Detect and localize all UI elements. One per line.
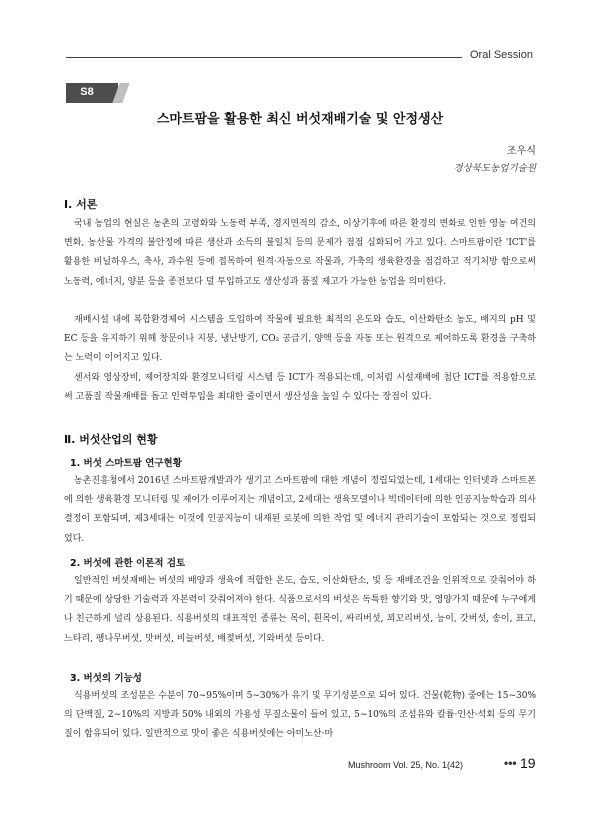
footer-journal: Mushroom Vol. 25, No. 1(42): [348, 760, 464, 770]
paper-title: 스마트팜을 활용한 최신 버섯재배기술 및 안정생산: [156, 112, 444, 127]
subsection-paragraph-3: 식용버섯의 조성분은 수분이 70∼95%이며 5∼30%가 유기 및 무기성분으로 되어 있다. 건물(乾物) 중에는 15∼30%의 단백질, 2∼10%의 지방과 50% 내외의 가용성 무질소물이 들어 있고, 5∼10%의 조섬유와 칼륨·인산·석회 등의 무기질이 함유되어 있다. 일반적으로 맛이 좋은 식용버섯에는 아미노산·마: [64, 691, 536, 740]
intro-paragraph-1: 국내 농업의 현실은 농촌의 고령화와 노동력 부족, 경지면적의 감소, 이상기후에 따른 환경의 변화로 인한 영농 여건의 변화, 농산물 가격의 불안정에 따른 생산과 소득의 불일치 등의 문제가 점점 심화되어 가고 있다. 스마트팜이란 'ICT'를 활용한 비닐하우스, 축사, 과수원 등에 접목하여 원격·자동으로 작물과, 가축의 생육환경을 점검하고 적기처방 함으로써 노동력, 에너지, 양분 등을 종전보다 덜 투입하고도 생산성과 품질 제고가 가능한 농업을 의미한다.: [64, 219, 536, 287]
subsection-heading-3: 3. 버섯의 기능성: [70, 673, 142, 684]
subsection-paragraph-2: 일반적인 버섯재배는 버섯의 배양과 생육에 적합한 온도, 습도, 이산화탄소, 빛 등 재배조건을 인위적으로 갖춰어야 하기 때문에 상당한 기술력과 자본력이 갖춰어져야 한다. 식품으로서의 버섯은 독특한 향기와 맛, 영양가치 때문에 누구에게나 친근하게 널리 상용된다. 식용버섯의 대표적인 종류는 목이, 흰목이, 싸리버섯, 꾀꼬리버섯, 능이, 갓버섯, 송이, 표고, 느타리, 팽나무버섯, 맛버섯, 비늘버섯, 배젖버섯, 기와버섯 등이다.: [64, 576, 536, 644]
footer-dots: •••: [504, 756, 517, 770]
session-label: Oral Session: [470, 49, 533, 61]
author-affiliation: 경상북도농업기술원: [453, 163, 536, 174]
subsection-paragraph-1: 농촌진흥청에서 2016년 스마트팜개발과가 생기고 스마트팜에 대한 개념이 정립되었는데, 1세대는 인터넷과 스마트폰에 의한 생육환경 모니터링 및 제어가 이루어지는 개념이고, 2세대는 생육모델이나 빅데이터에 의한 인공지능학습과 의사결정이 포함되며, 제3세대는 이것에 인공지능이 내재된 로봇에 의한 작업 및 에너지 관리기술이 포함되는 것으로 정립되었다.: [64, 476, 536, 544]
session-badge: [66, 83, 118, 103]
section-heading-intro: Ⅰ. 서론: [64, 198, 98, 211]
subsection-heading-1: 1. 버섯 스마트팜 연구현황: [70, 458, 182, 469]
session-badge-text: S8: [80, 86, 94, 98]
page-number: 19: [520, 755, 536, 771]
intro-paragraph-2: 재배시설 내에 복합환경제어 시스템을 도입하여 작물에 필요한 최적의 온도와 습도, 이산화탄소 농도, 배지의 pH 및 EC 등을 유지하기 위해 창문이나 지붕, 냉난방기, CO₂ 공급기, 양액 등을 자동 또는 원격으로 제어하도록 환경을 구축하는 노력이 이어지고 있다.: [64, 315, 536, 364]
section-heading-industry: Ⅱ. 버섯산업의 현황: [64, 433, 158, 446]
author-name: 조우식: [507, 146, 536, 157]
header-rule: [66, 57, 462, 58]
intro-paragraph-3: 센서와 영상장비, 제어장치와 환경모니터링 시스템 등 ICT가 적용되는데, 이처럼 시설재배에 첨단 ICT를 적용함으로써 고품질 작물재배를 돕고 인력투입을 최대한 줄이면서 생산성을 높일 수 있다는 장점이 있다.: [64, 373, 536, 403]
subsection-heading-2: 2. 버섯에 관한 이론적 검토: [70, 558, 186, 569]
